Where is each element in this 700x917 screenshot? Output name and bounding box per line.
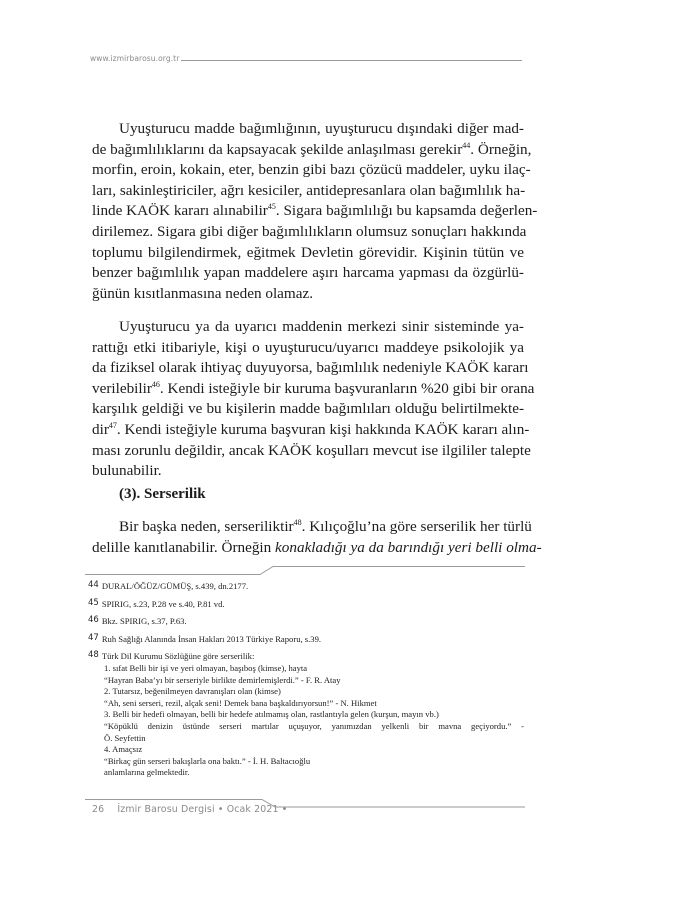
text-run: verilebilir <box>92 379 152 397</box>
issue-date: Ocak 2021 <box>226 804 279 815</box>
text-line: toplumu bilgilendirmek, eğitmek Devletin görevidir. Kişinin tütün ve <box>92 243 524 261</box>
footnote-text: DURAL/ÖĞÜZ/GÜMÜŞ, s.439, dn.2177. <box>101 581 249 591</box>
text-line <box>92 420 530 441</box>
text-line <box>92 517 532 538</box>
footnote-number: 44 <box>88 580 99 590</box>
footnote-text: Ruh Sağlığı Alanında İnsan Hakları 2013 Türkiye Raporu, s.39. <box>101 633 322 644</box>
page-number: 26 <box>92 804 105 815</box>
definition-line: “Ah, seni serseri, rezil, alçak seni! Demek bana başkaldırıyorsun!” - N. Hikmet <box>104 697 377 708</box>
text-line: bulunabilir. <box>92 462 162 480</box>
text-run: . Kendi isteğiyle bir kuruma başvuranların %20 gibi bir orana <box>159 379 535 397</box>
definition-line: “Birkaç gün serseri bakışlarla ona baktı.” - İ. H. Baltacıoğlu <box>104 755 311 766</box>
paragraph-3 <box>92 517 542 558</box>
footnote-46 <box>88 613 528 631</box>
text-line <box>92 379 535 400</box>
definition-line: “Hayran Baba’yı bir serseriyle birlikte demirlemişlerdi.” - F. R. Atay <box>104 674 341 685</box>
footnote-47 <box>88 631 528 649</box>
text-line <box>92 538 542 559</box>
text-run: . Kılıçoğlu’na göre serserilik her türlü <box>301 518 532 535</box>
footnotes <box>88 578 528 779</box>
text-line <box>92 140 532 161</box>
text-run: delille kanıtlanabilir. Örneğin <box>92 538 276 556</box>
text-run: . Sigara bağımlılığı bu kapsamda değerlen- <box>275 202 538 220</box>
text-line: morfin, eroin, kokain, eter, benzin gibi bazı çözücü maddeler, uyku ilaç- <box>92 161 531 179</box>
footnote-ref-44[interactable]: 44 <box>462 140 471 150</box>
text-line: Uyuşturucu ya da uyarıcı maddenin merkezi sinir sisteminde ya- <box>119 318 524 335</box>
definition-line: 1. sıfat Belli bir işi ve yeri olmayan, başıboş (kimse), hayta <box>104 663 308 673</box>
footnote-number: 46 <box>88 615 99 625</box>
separator-dot: • <box>281 804 288 815</box>
text-line: dirilemez. Sigara gibi diğer bağımlılıkların olumsuz sonuçları hakkında <box>92 222 527 240</box>
text-run: . Kendi isteğiyle kuruma başvuran kişi hakkında KAÖK kararı alın- <box>116 420 530 438</box>
footnote-44 <box>88 578 528 596</box>
definition-line: 2. Tutarsız, beğenilmeyen davranışları olan (kimse) <box>104 686 281 697</box>
text-run: de bağımlılıklarını da kapsayacak şekilde anlaşılması gerekir <box>92 140 463 158</box>
text-line: karşılık geldiği ve bu kişilerin madde bağımlıları olduğu belirtilmekte- <box>92 400 524 418</box>
footnote-text: Türk Dil Kurumu Sözlüğüne göre serserilik: <box>101 651 255 661</box>
paragraph-2 <box>92 317 535 482</box>
definition-line: anlamlarına gelmektedir. <box>104 767 190 778</box>
text-line: da fiziksel olarak ihtiyaç duyuyorsa, bağımlılık nedeniyle KAÖK kararı <box>92 359 529 377</box>
footnote-45 <box>88 596 528 614</box>
footnote-text: SPIRIG, s.23, P.28 ve s.40, P.81 vd. <box>101 598 225 609</box>
section-heading: (3). Serserilik <box>119 486 206 502</box>
text-run: dir <box>92 420 109 438</box>
footnote-number: 47 <box>88 632 99 643</box>
footnote-separator <box>85 564 525 576</box>
text-run: linde KAÖK kararı alınabilir <box>92 202 268 220</box>
text-line: rattığı etki itibariyle, kişi o uyuşturucu/uyarıcı maddeye psikolojik ya <box>92 338 524 356</box>
footnote-ref-47[interactable]: 47 <box>108 420 117 430</box>
footnote-48 <box>88 648 528 779</box>
text-run: . Örneğin, <box>470 140 532 158</box>
text-line: benzer bağımlılık yapan maddelere aşırı harcama yapması da özgürlü- <box>92 264 524 282</box>
italic-text-run: konakladığı ya da barındığı yeri belli olma- <box>275 538 542 556</box>
definition-line: Ö. Seyfettin <box>104 732 146 743</box>
text-line: ğünün kısıtlanmasına neden olamaz. <box>92 284 314 302</box>
definition-line: 3. Belli bir hedefi olmayan, belli bir hedefe atılmamış olan, rastlantıyla gelen (kurşun, mayın vb.) <box>104 709 439 720</box>
separator-dot: • <box>217 804 224 815</box>
publication-name: İzmir Barosu Dergisi <box>117 804 215 815</box>
text-line: ları, sakinleştiriciler, ağrı kesiciler, antidepresanlara olan bağımlılık ha- <box>92 181 526 199</box>
paragraph-1 <box>92 119 538 304</box>
footnote-ref-46[interactable]: 46 <box>151 379 160 389</box>
text-line: ması zorunlu değildir, ancak KAÖK koşulları mevcut ise ilgililer talepte <box>92 441 531 459</box>
footer-text <box>92 804 287 815</box>
footnote-number: 45 <box>88 597 99 608</box>
text-line: Uyuşturucu madde bağımlığının, uyuşturucu dışındaki diğer mad- <box>119 120 524 137</box>
footnote-ref-48[interactable]: 48 <box>293 518 302 527</box>
definition-line: 4. Amaçsız <box>104 744 143 755</box>
page-header <box>90 54 522 68</box>
page-footer <box>85 796 525 818</box>
footnote-number: 48 <box>88 650 99 660</box>
definition-line: “Köpüklü denizin üstünde serseri martılar uçuşuyor, yanımızdan yelkenli bir mavna geçiyordu.” - <box>104 720 524 731</box>
footnote-ref-45[interactable]: 45 <box>267 202 276 212</box>
footnote-48-definitions <box>104 663 528 779</box>
footnote-text: Bkz. SPIRIG, s.37, P.63. <box>101 616 187 626</box>
header-url: www.izmirbarosu.org.tr <box>90 54 180 63</box>
text-line <box>92 201 538 222</box>
text-run: Bir başka neden, serseriliktir <box>119 518 294 535</box>
